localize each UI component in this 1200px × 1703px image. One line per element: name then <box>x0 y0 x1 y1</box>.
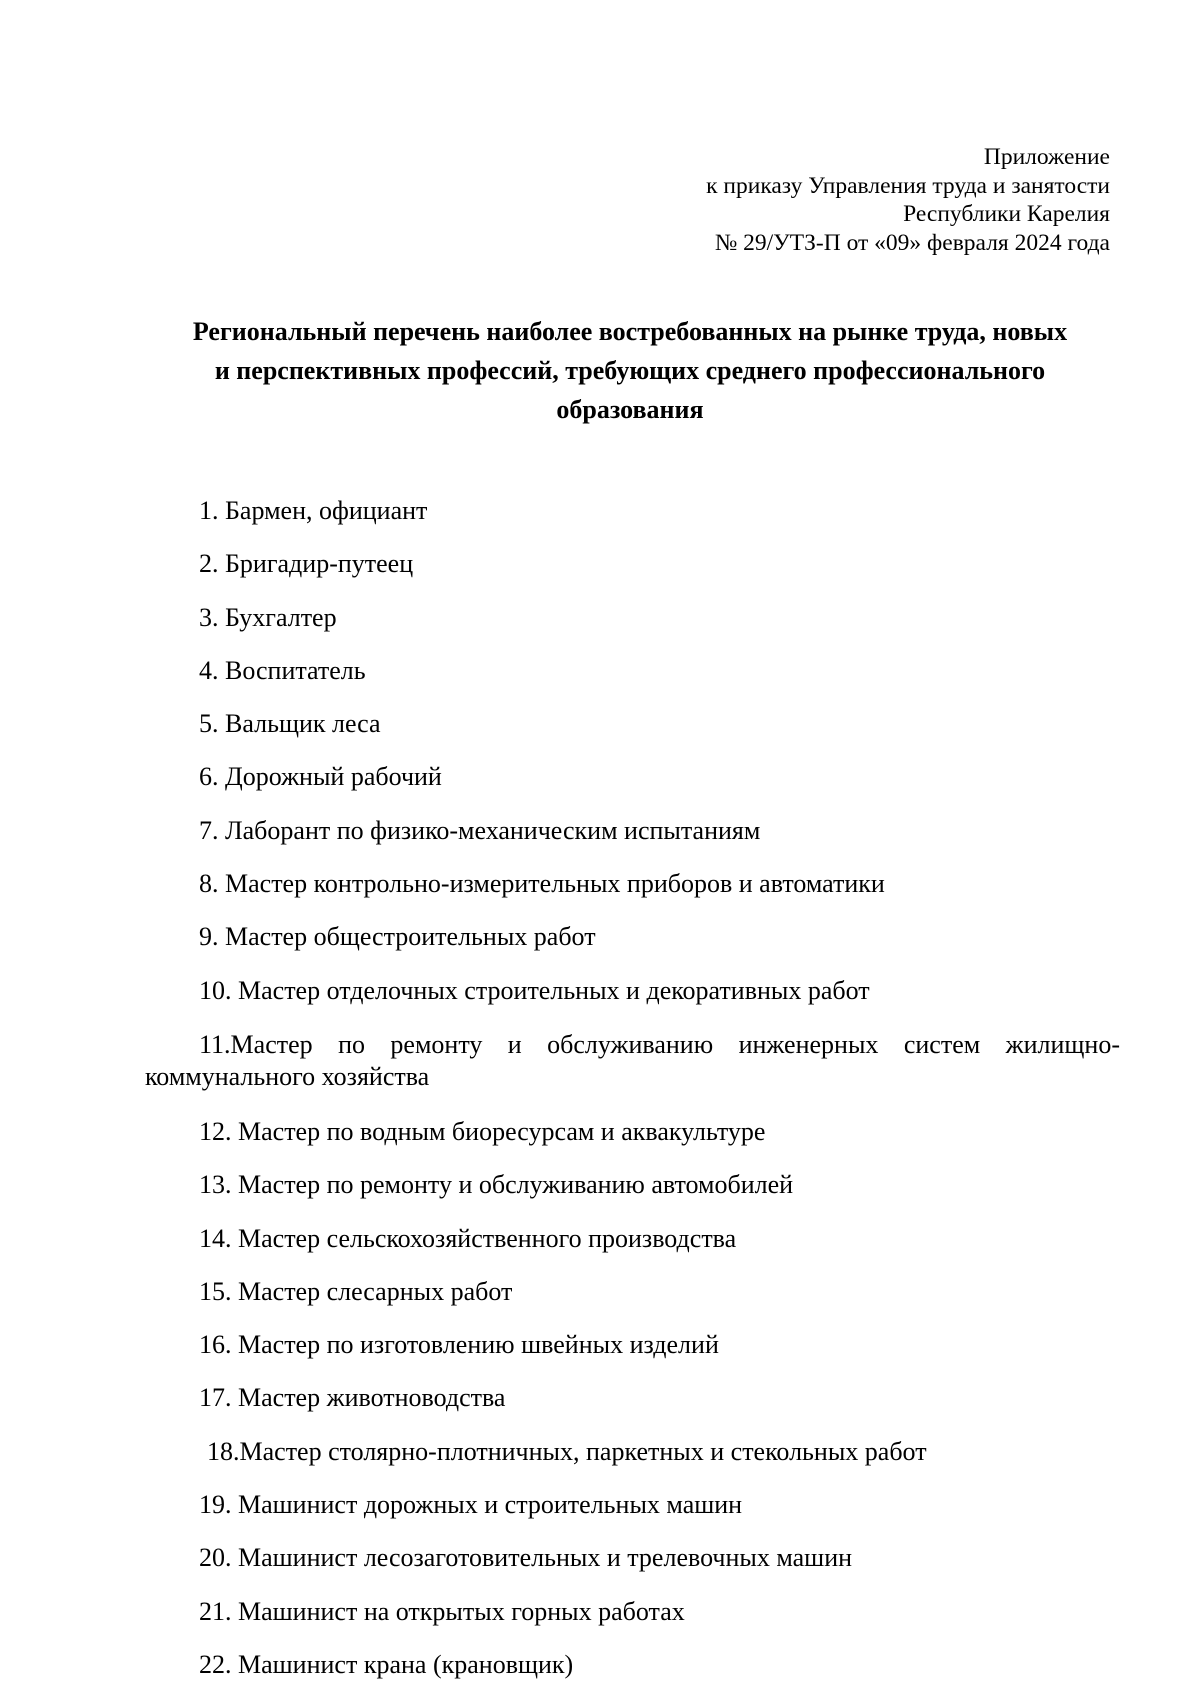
list-item: 10. Мастер отделочных строительных и декоративных работ <box>199 975 870 1005</box>
list-item: 14. Мастер сельскохозяйственного производства <box>199 1223 737 1253</box>
list-item: 6. Дорожный рабочий <box>199 762 442 792</box>
list-item: 22. Машинист крана (крановщик) <box>199 1649 574 1679</box>
list-item: 3. Бухгалтер <box>199 602 337 632</box>
list-item: 16. Мастер по изготовлению швейных изделий <box>199 1330 719 1360</box>
list-item: 2. Бригадир-путеец <box>199 549 414 579</box>
title-line: образования <box>556 395 704 424</box>
list-item: 15. Мастер слесарных работ <box>199 1276 513 1306</box>
professions-list <box>145 496 1120 1703</box>
list-item: 21. Машинист на открытых горных работах <box>199 1596 685 1626</box>
list-item: 5. Вальщик леса <box>199 709 381 739</box>
list-item: 8. Мастер контрольно-измерительных приборов и автоматики <box>199 869 885 899</box>
list-item: 20. Машинист лесозаготовительных и трелевочных машин <box>199 1543 853 1573</box>
list-item: 9. Мастер общестроительных работ <box>199 922 596 952</box>
list-item: 17. Мастер животноводства <box>199 1383 506 1413</box>
appendix-order-ref: к приказу Управления труда и занятости <box>706 172 1110 199</box>
document-title <box>140 312 1120 429</box>
title-line: Региональный перечень наиболее востребованных на рынке труда, новых <box>192 317 1068 346</box>
list-item: 7. Лаборант по физико-механическим испытаниям <box>199 815 761 845</box>
list-item: 4. Воспитатель <box>199 655 366 685</box>
appendix-region: Республики Карелия <box>903 201 1110 227</box>
list-item: 12. Мастер по водным биоресурсам и аквакультуре <box>199 1116 766 1146</box>
appendix-header <box>706 143 1110 257</box>
title-line: и перспективных профессий, требующих среднего профессионального <box>214 356 1046 385</box>
list-item: 1. Бармен, официант <box>199 496 428 525</box>
list-item: 18.Мастер столярно-плотничных, паркетных и стекольных работ <box>207 1436 927 1466</box>
appendix-label: Приложение <box>983 144 1110 170</box>
list-item: 11.Мастер по ремонту и обслуживанию инженерных систем жилищно-коммунального хозяйства <box>145 1029 1120 1091</box>
appendix-order-number: № 29/УТЗ-П от «09» февраля 2024 года <box>714 229 1110 256</box>
list-item: 19. Машинист дорожных и строительных машин <box>199 1490 743 1520</box>
list-item: 13. Мастер по ремонту и обслуживанию автомобилей <box>199 1170 794 1200</box>
